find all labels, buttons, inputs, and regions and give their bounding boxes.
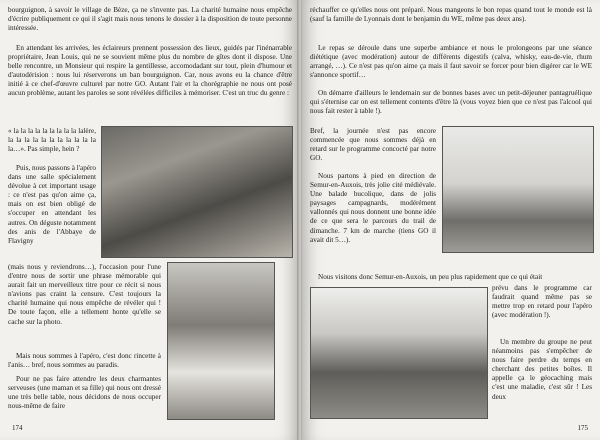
- page-number-right: 175: [577, 424, 588, 432]
- right-late-paragraph: Bref, la journée n'est pas encore commencée que nous sommes déjà en retard sur le programme concocté par notre GO.: [310, 127, 436, 163]
- statue-monument-photo: [442, 126, 594, 253]
- left-paradise-paragraph: Mais nous sommes à l'apéro, c'est donc rincette à l'anis… bref, nous sommes au paradis.: [8, 352, 161, 370]
- right-visit-paragraph: Nous visitons donc Semur-en-Auxois, un peu plus rapidement que ce qui était: [318, 273, 543, 281]
- page-number-left: 174: [12, 424, 23, 432]
- right-geocaching-paragraph: Un membre du groupe ne peut néanmoins pas s'empêcher de nous faire perdre du temps en cherchant des petites boîtes. Il appelle ça le géocaching mais c'est une maladie, c'est sûr ! Les deux: [492, 338, 592, 401]
- left-apero-paragraph: Puis, nous passons à l'apéro dans une salle spécialement dévolue à cet important usage : ce n'est pas qu'on aime ça, mais on est bien obligé de s'occuper en attendant les autres. On déguste notamment des anis de l'Abbaye de Flavigny: [8, 164, 96, 245]
- right-walk-paragraph: Nous partons à pied en direction de Semur-en-Auxois, très jolie cité médiévale. Une balade bucolique, dans de jolis paysages campagnards, modérément vallonnés qui nous donnent une bonne idée de ce que sera le parcours du trail de dimanche. 7 km de marche (tiens GO il avait dit 5…).: [310, 172, 436, 244]
- right-morning-paragraph: On démarre d'ailleurs le lendemain sur de bonnes bases avec un petit-déjeuner pantagruélique qui s'éternise car on est tellement contents d'être là (vous voyez bien que ce n'est pas l'alcool qui nous fait rester à table !).: [310, 89, 592, 116]
- right-meal-paragraph: Le repas se déroule dans une superbe ambiance et nous le prolongeons par une séance diététique (avec modération) autour de différents digestifs (calva, whisky, eau-de-vie, rhum arrangé, …). Ce n'est pas qu'on aime ça mais il faut savoir se forcer pour bien digérer car le WE s'annonce sportif…: [310, 44, 592, 80]
- right-aperitif-paragraph: prévu dans le programme car faudrait quand même pas se mettre trop en retard pour l'apéro (avec modération !).: [492, 284, 592, 320]
- right-top-paragraph: réchauffer ce qu'elles nous ont préparé. Nous mangeons le bon repas quand tout le monde est là (sauf la famille de Lyonnais dont le benjamin du WE, même pas deux ans).: [310, 6, 592, 24]
- group-bridge-photo: [310, 287, 488, 419]
- right-page: [302, 0, 600, 440]
- left-arrivals-paragraph: En attendant les arrivées, les éclaireurs prennent possession des lieux, guidés par l'inénarrable propriétaire, Jean Louis, qui ne se souvient même plus du nombre de gîtes dont il dispose. Une belle rencontre, un Monsieur qui respire la gentillesse, accomodadant sur tout, plein d'humour et d'autodérision : nous lui réserverons un ban bourguignon. Car, nous avons eu la chance d'être initié à ce chef-d'œuvre culturel par notre GO. Autant l'air et la chorégraphie ne nous ont posé aucun problème, autant les paroles se sont révélées difficiles à mémoriser. C'est un truc du genre :: [8, 44, 292, 98]
- left-flavigny-paragraph: (mais nous y reviendrons…), l'occasion pour l'une d'entre nous de sortir une phrase mémorable qui aurait fait un merveilleux titre pour ce récit si nous n'avions pas craint la censure. C'est toujours la charité humaine qui nous empêche de révéler qui ! De toute façon, elle a tellement honte qu'elle se cache sur la photo.: [8, 263, 161, 326]
- apero-group-photo: [101, 126, 293, 258]
- dinner-table-photo: [167, 262, 275, 420]
- left-top-paragraph: bourguignon, à savoir le village de Bèze, ça ne s'invente pas. La charité humaine nous empêche d'écrire publiquement ce qui il s'agit mais nous tenons le dossier à la disposition de toute personne intéressée.: [8, 6, 292, 33]
- left-song-lyrics: « la la la la la la la la la lalère, la la la la la la la la la la la la…». Pas simple, hein ?: [8, 127, 96, 154]
- left-bottom-paragraph: Pour ne pas faire attendre les deux charmantes serveuses (une maman et sa fille) qui nous ont dressé une très belle table, nous décidons de nous occuper nous-même de faire: [8, 375, 161, 411]
- left-page: [0, 0, 298, 440]
